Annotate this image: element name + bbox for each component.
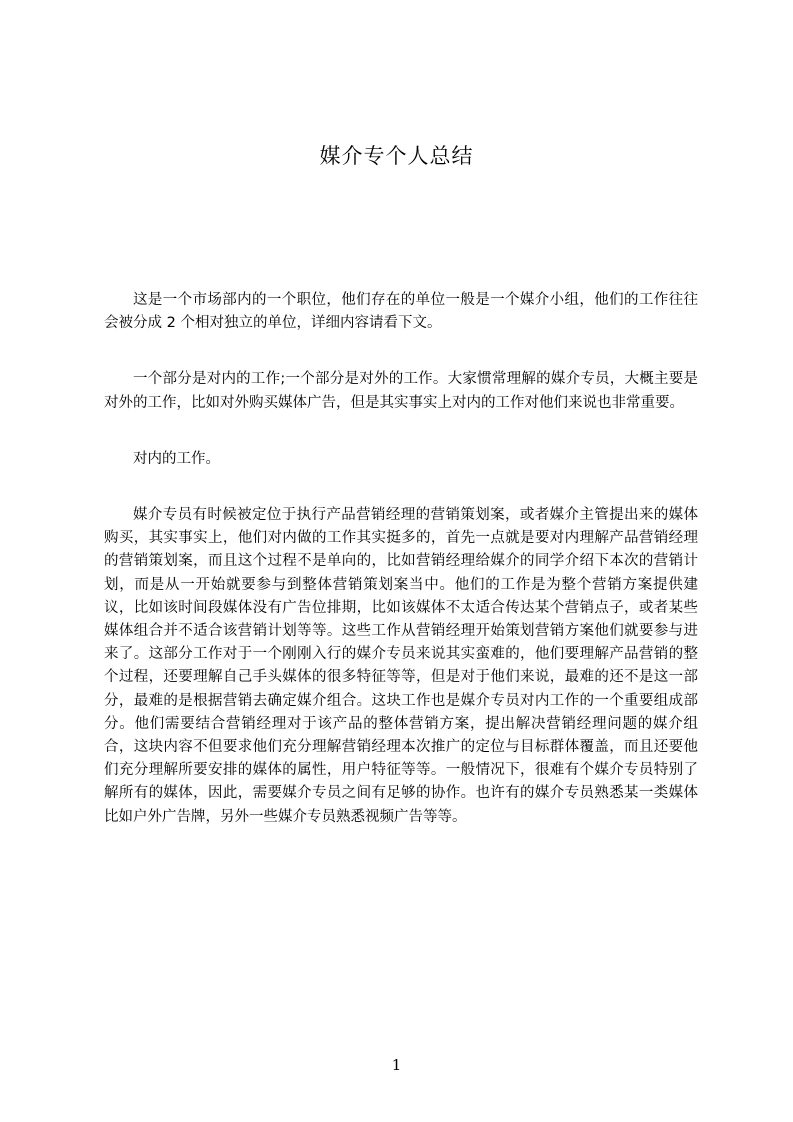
- section-heading-internal-work: 对内的工作。: [133, 450, 220, 467]
- paragraph-gap: [104, 335, 698, 368]
- paragraph-internal-external: 一个部分是对内的工作;一个部分是对外的工作。大家惯常理解的媒介专员，大概主要是对外的工作，比如对外购买媒体广告，但是其实事实上对内的工作对他们来说也非常重要。: [104, 371, 698, 411]
- paragraph-gap: [104, 471, 698, 504]
- paragraph-internal-work-details: 媒介专员有时候被定位于执行产品营销经理的营销策划案，或者媒介主管提出来的媒体购买，其实事实上，他们对内做的工作其实挺多的，首先一点就是要对内理解产品营销经理的营销策划案，而且这个过程不是单向的，比如营销经理给媒介的同学介绍下本次的营销计划，而是从一开始就要参与到整体营销策划案当中。他们的工作是为整个营销方案提供建议，比如该时间段媒体没有广告位排期，比如该媒体不太适合传达某个营销点子，或者某些媒体组合并不适合该营销计划等等。这些工作从营销经理开始策划营销方案他们就要参与进来了。这部分工作对于一个刚刚入行的媒介专员来说其实蛮难的，他们要理解产品营销的整个过程，还要理解自己手头媒体的很多特征等等，但是对于他们来说，最难的还不是这一部分，最难的是根据营销去确定媒介组合。这块工作也是媒介专员对内工作的一个重要组成部分。他们需要结合营销经理对于该产品的整体营销方案，提出解决营销经理问题的媒介组合，这块内容不但要求他们充分理解营销经理本次推广的定位与目标群体覆盖，而且还要他们充分理解所要安排的媒体的属性，用户特征等等。一般情况下，很难有个媒介专员特别了解所有的媒体，因此，需要媒介专员之间有足够的协作。也许有的媒介专员熟悉某一类媒体比如户外广告牌，另外一些媒介专员熟悉视频广告等等。: [104, 507, 698, 825]
- paragraph-gap: [104, 415, 698, 448]
- paragraph-intro: 这是一个市场部内的一个职位，他们存在的单位一般是一个媒介小组，他们的工作往往会被分成 2 个相对独立的单位，详细内容请看下文。: [104, 292, 698, 332]
- page-number: 1: [391, 1056, 402, 1074]
- document-body: [104, 289, 698, 829]
- document-title: 媒介专个人总结: [319, 144, 474, 168]
